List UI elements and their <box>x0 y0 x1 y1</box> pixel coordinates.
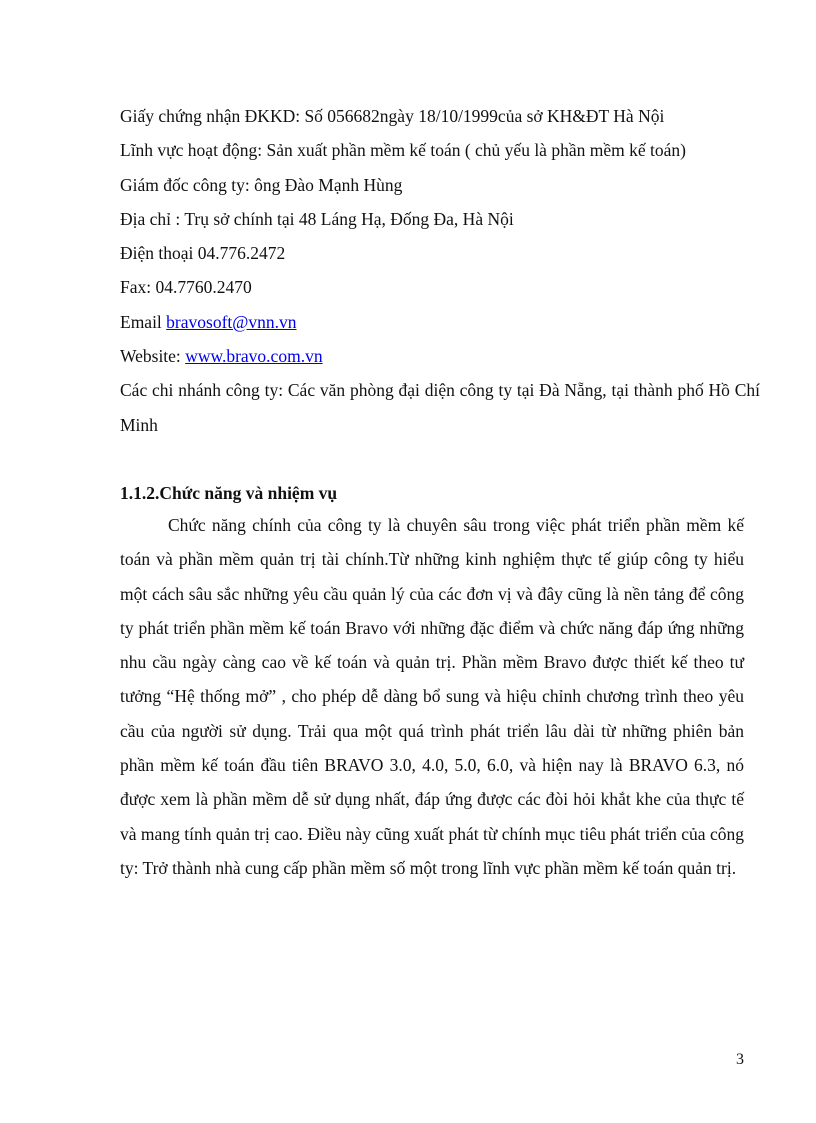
section-heading: 1.1.2.Chức năng và nhiệm vụ <box>120 483 338 503</box>
director-line: Giám đốc công ty: ông Đào Mạnh Hùng <box>120 174 403 195</box>
registration-line: Giấy chứng nhận ĐKKD: Số 056682ngày 18/10/1999của sở KH&ĐT Hà Nội <box>120 106 665 126</box>
section-paragraph: Chức năng chính của công ty là chuyên sâu trong việc phát triển phần mềm kế toán và phần mềm quản trị tài chính.Từ những kinh nghiệm thực tế giúp công ty hiểu một cách sâu sắc những yêu cầu quản lý của các đơn vị và đây cũng là nền tảng để công ty phát triển phần mềm kế toán Bravo với những đặc điểm và chức năng đáp ứng những nhu cầu ngày càng cao về kế toán và quản trị. Phần mềm Bravo được thiết kế theo tư tưởng “Hệ thống mở” , cho phép dễ dàng bổ sung và hiệu chỉnh chương trình theo yêu cầu của người sử dụng. Trải qua một quá trình phát triển lâu dài từ những phiên bản phần mềm kế toán đầu tiên BRAVO 3.0, 4.0, 5.0, 6.0, và hiện nay là BRAVO 6.3, nó được xem là phần mềm dễ sử dụng nhất, đáp ứng được các đòi hỏi khắt khe của thực tế và mang tính quản trị cao. Điều này cũng xuất phát từ chính mục tiêu phát triển của công ty: Trở thành nhà cung cấp phần mềm số một trong lĩnh vực phần mềm kế toán quản trị. <box>120 515 744 878</box>
website-link[interactable]: www.bravo.com.vn <box>185 346 323 367</box>
website-label: Website: <box>120 346 186 367</box>
website-line <box>120 339 760 373</box>
email-line <box>120 305 760 339</box>
company-info-block <box>120 99 760 442</box>
email-label: Email <box>120 311 167 332</box>
fax-line: Fax: 04.7760.2470 <box>120 277 252 298</box>
field-line: Lĩnh vực hoạt động: Sản xuất phần mềm kế toán ( chủ yếu là phần mềm kế toán) <box>120 140 686 161</box>
branches-line: Các chi nhánh công ty: Các văn phòng đại diện công ty tại Đà Nẵng, tại thành phố Hồ Chí Minh <box>120 380 760 435</box>
page-number: 3 <box>736 1051 744 1068</box>
phone-line: Điện thoại 04.776.2472 <box>120 243 286 264</box>
address-line: Địa chỉ : Trụ sở chính tại 48 Láng Hạ, Đống Đa, Hà Nội <box>120 208 514 229</box>
email-link[interactable]: bravosoft@vnn.vn <box>166 311 297 332</box>
